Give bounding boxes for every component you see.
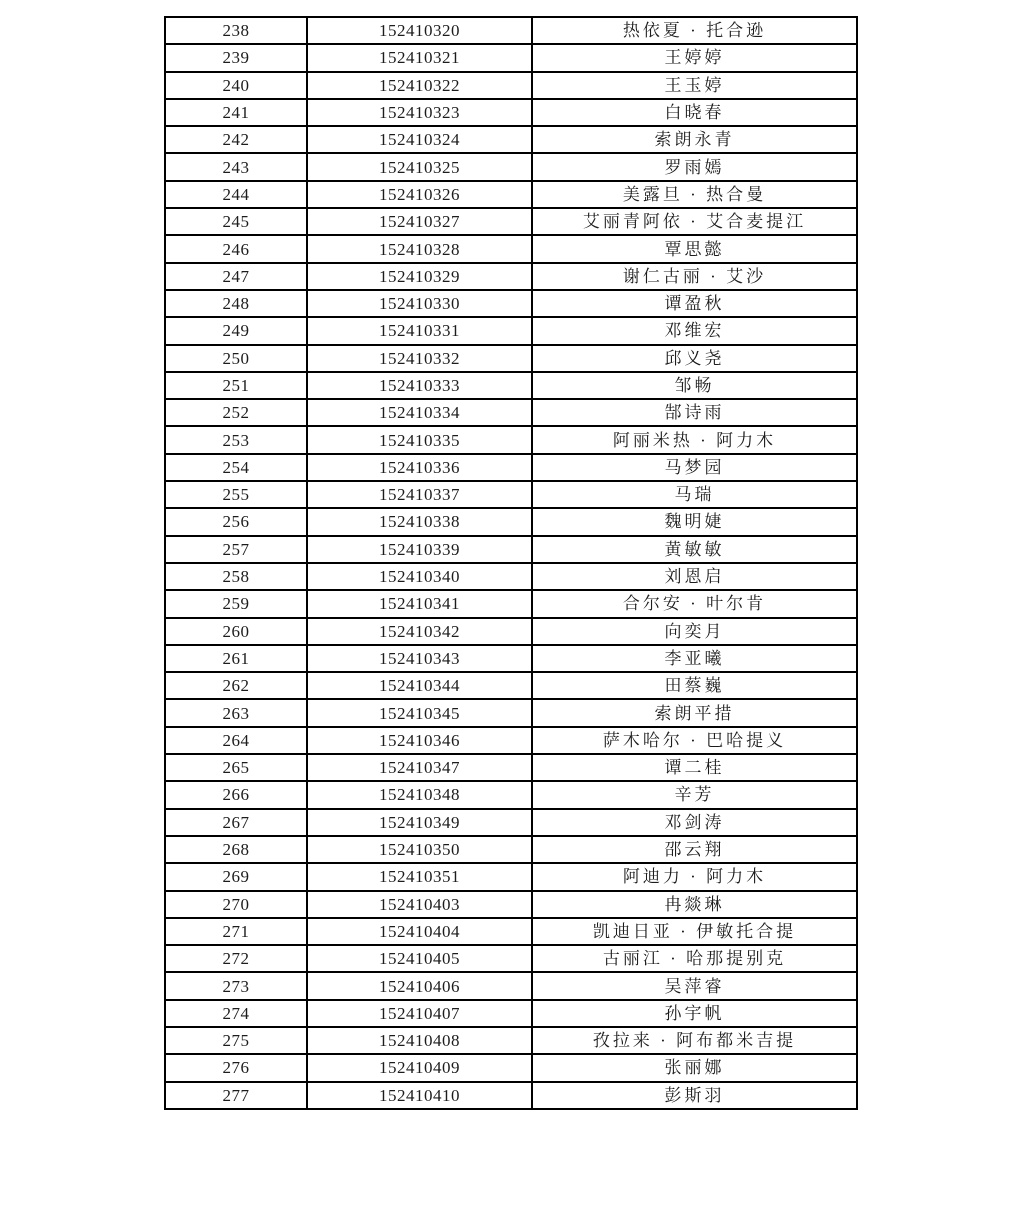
seq-cell: 250 [165,345,307,372]
student-name-cell: 古丽江 · 哈那提别克 [532,945,857,972]
table-row [165,99,857,126]
table-row [165,1000,857,1027]
student-name-cell: 合尔安 · 叶尔肯 [532,590,857,617]
seq-cell: 277 [165,1082,307,1109]
seq-cell: 262 [165,672,307,699]
seq-cell: 238 [165,17,307,44]
student-id-cell: 152410330 [307,290,532,317]
table-row [165,1027,857,1054]
seq-cell: 239 [165,44,307,71]
seq-cell: 268 [165,836,307,863]
student-id-cell: 152410407 [307,1000,532,1027]
student-id-cell: 152410329 [307,263,532,290]
seq-cell: 256 [165,508,307,535]
seq-cell: 243 [165,153,307,180]
seq-cell: 271 [165,918,307,945]
seq-cell: 269 [165,863,307,890]
student-id-cell: 152410335 [307,426,532,453]
table-row [165,590,857,617]
student-name-cell: 谢仁古丽 · 艾沙 [532,263,857,290]
student-id-cell: 152410351 [307,863,532,890]
seq-cell: 253 [165,426,307,453]
student-name-cell: 索朗永青 [532,126,857,153]
table-row [165,17,857,44]
student-name-cell: 田蔡巍 [532,672,857,699]
table-row [165,1082,857,1109]
student-id-cell: 152410409 [307,1054,532,1081]
student-name-cell: 辛芳 [532,781,857,808]
student-id-cell: 152410406 [307,972,532,999]
student-name-cell: 冉燚琳 [532,891,857,918]
seq-cell: 274 [165,1000,307,1027]
student-name-cell: 索朗平措 [532,699,857,726]
seq-cell: 261 [165,645,307,672]
student-name-cell: 向奕月 [532,618,857,645]
seq-cell: 245 [165,208,307,235]
seq-cell: 244 [165,181,307,208]
table-row [165,126,857,153]
student-name-cell: 邵云翔 [532,836,857,863]
seq-cell: 242 [165,126,307,153]
table-row [165,72,857,99]
student-name-cell: 热依夏 · 托合逊 [532,17,857,44]
seq-cell: 267 [165,809,307,836]
student-id-cell: 152410334 [307,399,532,426]
table-row [165,426,857,453]
student-id-cell: 152410325 [307,153,532,180]
student-name-cell: 马瑞 [532,481,857,508]
seq-cell: 275 [165,1027,307,1054]
seq-cell: 265 [165,754,307,781]
student-name-cell: 吴萍睿 [532,972,857,999]
student-id-cell: 152410322 [307,72,532,99]
student-name-cell: 孜拉来 · 阿布都米吉提 [532,1027,857,1054]
seq-cell: 272 [165,945,307,972]
student-id-cell: 152410338 [307,508,532,535]
table-row [165,754,857,781]
student-name-cell: 王婷婷 [532,44,857,71]
student-id-cell: 152410331 [307,317,532,344]
student-name-cell: 王玉婷 [532,72,857,99]
student-id-cell: 152410336 [307,454,532,481]
table-row [165,399,857,426]
student-name-cell: 张丽娜 [532,1054,857,1081]
table-row [165,235,857,262]
student-name-cell: 阿迪力 · 阿力木 [532,863,857,890]
table-row [165,536,857,563]
seq-cell: 246 [165,235,307,262]
table-row [165,918,857,945]
student-id-cell: 152410404 [307,918,532,945]
student-name-cell: 孙宇帆 [532,1000,857,1027]
seq-cell: 247 [165,263,307,290]
table-row [165,317,857,344]
seq-cell: 251 [165,372,307,399]
student-id-cell: 152410321 [307,44,532,71]
student-id-cell: 152410410 [307,1082,532,1109]
student-id-cell: 152410339 [307,536,532,563]
student-id-cell: 152410337 [307,481,532,508]
table-row [165,891,857,918]
student-id-cell: 152410320 [307,17,532,44]
table-row [165,645,857,672]
table-row [165,945,857,972]
student-id-cell: 152410343 [307,645,532,672]
student-id-cell: 152410347 [307,754,532,781]
table-row [165,672,857,699]
student-id-cell: 152410405 [307,945,532,972]
student-name-cell: 彭斯羽 [532,1082,857,1109]
table-row [165,1054,857,1081]
student-id-cell: 152410345 [307,699,532,726]
student-name-cell: 白晓春 [532,99,857,126]
student-id-cell: 152410408 [307,1027,532,1054]
table-row [165,290,857,317]
student-name-cell: 邓维宏 [532,317,857,344]
seq-cell: 257 [165,536,307,563]
student-id-cell: 152410342 [307,618,532,645]
seq-cell: 260 [165,618,307,645]
student-name-cell: 罗雨嫣 [532,153,857,180]
student-id-cell: 152410350 [307,836,532,863]
student-id-cell: 152410349 [307,809,532,836]
seq-cell: 249 [165,317,307,344]
seq-cell: 254 [165,454,307,481]
student-id-cell: 152410332 [307,345,532,372]
table-row [165,481,857,508]
student-id-cell: 152410333 [307,372,532,399]
seq-cell: 241 [165,99,307,126]
student-name-cell: 邹畅 [532,372,857,399]
student-id-cell: 152410328 [307,235,532,262]
student-id-cell: 152410346 [307,727,532,754]
seq-cell: 276 [165,1054,307,1081]
student-name-cell: 阿丽米热 · 阿力木 [532,426,857,453]
student-name-cell: 谭二桂 [532,754,857,781]
student-id-cell: 152410341 [307,590,532,617]
table-row [165,454,857,481]
seq-cell: 270 [165,891,307,918]
seq-cell: 240 [165,72,307,99]
student-id-cell: 152410348 [307,781,532,808]
student-name-cell: 萨木哈尔 · 巴哈提义 [532,727,857,754]
seq-cell: 259 [165,590,307,617]
table-row [165,208,857,235]
table-row [165,863,857,890]
table-row [165,345,857,372]
seq-cell: 255 [165,481,307,508]
student-name-cell: 李亚曦 [532,645,857,672]
student-id-cell: 152410340 [307,563,532,590]
seq-cell: 266 [165,781,307,808]
student-id-cell: 152410323 [307,99,532,126]
table-row [165,263,857,290]
student-name-cell: 谭盈秋 [532,290,857,317]
table-row [165,727,857,754]
seq-cell: 264 [165,727,307,754]
seq-cell: 248 [165,290,307,317]
student-id-cell: 152410327 [307,208,532,235]
student-name-cell: 美露旦 · 热合曼 [532,181,857,208]
student-id-cell: 152410344 [307,672,532,699]
table-row [165,153,857,180]
student-name-cell: 魏明婕 [532,508,857,535]
table-row [165,781,857,808]
student-name-cell: 覃思懿 [532,235,857,262]
student-name-cell: 刘恩启 [532,563,857,590]
student-id-cell: 152410326 [307,181,532,208]
roster-table-body [165,17,857,1109]
student-name-cell: 黄敏敏 [532,536,857,563]
seq-cell: 263 [165,699,307,726]
student-id-cell: 152410403 [307,891,532,918]
table-row [165,508,857,535]
table-row [165,972,857,999]
table-row [165,372,857,399]
table-row [165,809,857,836]
student-id-cell: 152410324 [307,126,532,153]
student-name-cell: 邓剑涛 [532,809,857,836]
seq-cell: 258 [165,563,307,590]
table-row [165,618,857,645]
table-row [165,699,857,726]
student-name-cell: 郜诗雨 [532,399,857,426]
seq-cell: 273 [165,972,307,999]
table-row [165,563,857,590]
student-name-cell: 邱义尧 [532,345,857,372]
student-name-cell: 艾丽青阿依 · 艾合麦提江 [532,208,857,235]
table-row [165,44,857,71]
student-name-cell: 凯迪日亚 · 伊敏托合提 [532,918,857,945]
seq-cell: 252 [165,399,307,426]
student-name-cell: 马梦园 [532,454,857,481]
student-roster-table [164,16,858,1110]
table-row [165,836,857,863]
table-row [165,181,857,208]
